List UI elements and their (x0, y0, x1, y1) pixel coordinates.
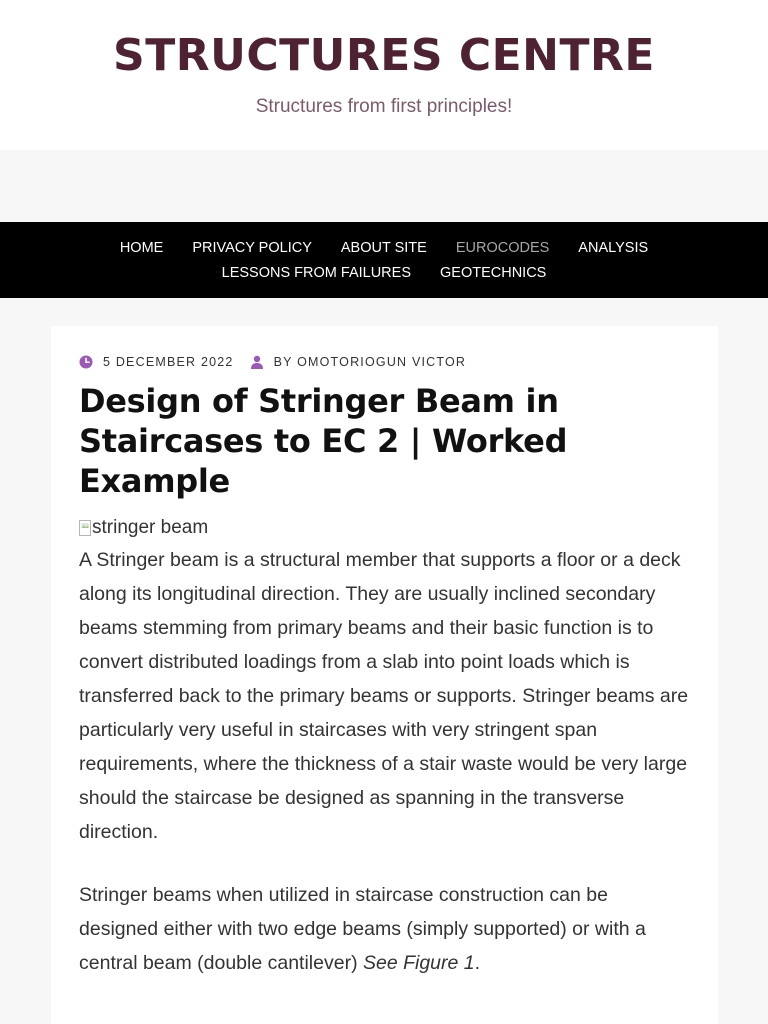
site-header (0, 0, 768, 150)
nav-item-lessons-from-failures[interactable]: LESSONS FROM FAILURES (221, 264, 411, 281)
article-paragraph-1: A Stringer beam is a structural member that supports a floor or a deck along its longitudinal direction. They are usually inclined secondary beams stemming from primary beams and their basic function is to convert distributed loadings from a slab into point loads which is transferred back to the primary beams or supports. Stringer beams are particularly very useful in staircases with very stringent span requirements, where the thickness of a stair waste would be very large should the staircase be designed as spanning in the transverse direction. (79, 549, 689, 843)
article-image-alt: stringer beam (92, 517, 209, 538)
content-area (0, 298, 768, 1024)
article-image (79, 517, 690, 539)
article-paragraph-2-end: . (474, 952, 481, 974)
site-tagline: Structures from first principles! (255, 96, 513, 117)
post-author[interactable]: BY OMOTORIOGUN VICTOR (273, 355, 467, 369)
broken-image-icon (79, 520, 91, 536)
article-body (79, 543, 690, 980)
article-card (51, 326, 718, 1024)
nav-item-about-site[interactable]: ABOUT SITE (340, 239, 427, 256)
nav-item-eurocodes[interactable]: EUROCODES (455, 239, 550, 256)
nav-item-privacy-policy[interactable]: PRIVACY POLICY (192, 239, 312, 256)
nav-row-2 (0, 260, 768, 285)
post-date[interactable]: 5 DECEMBER 2022 (103, 355, 234, 369)
article-paragraph-2 (79, 878, 690, 980)
user-icon (250, 355, 264, 369)
nav-item-analysis[interactable]: ANALYSIS (578, 239, 649, 256)
site-title[interactable]: STRUCTURES CENTRE (113, 30, 655, 81)
nav-item-geotechnics[interactable]: GEOTECHNICS (440, 264, 547, 281)
figure-reference: See Figure 1 (362, 952, 475, 974)
article-title: Design of Stringer Beam in Staircases to EC 2 | Worked Example (79, 382, 568, 500)
header-spacer (0, 150, 768, 222)
article-paragraph-2-text: Stringer beams when utilized in staircase construction can be designed either with two edge beams (simply supported) or with a central beam (double cantilever) (79, 884, 646, 974)
nav-row-1 (0, 235, 768, 260)
post-meta (79, 354, 690, 370)
clock-icon (79, 355, 93, 369)
nav-item-home[interactable]: HOME (119, 239, 164, 256)
main-navigation (0, 222, 768, 298)
